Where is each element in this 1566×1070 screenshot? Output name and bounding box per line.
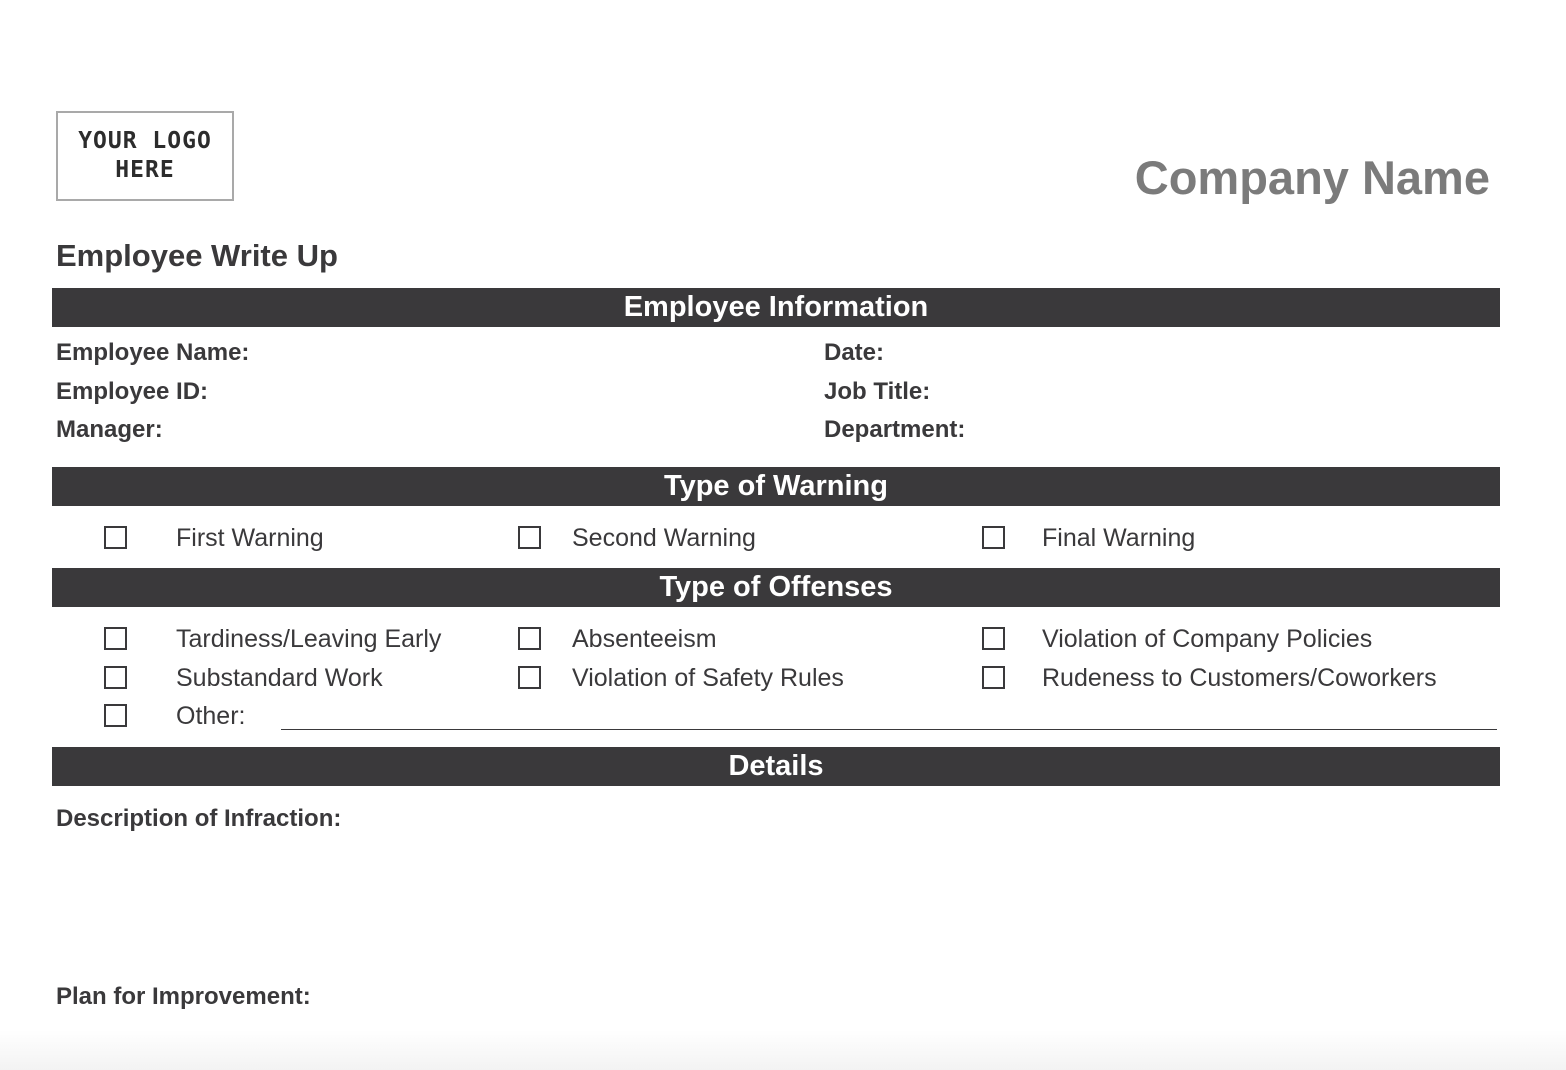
- department-label: Department:: [824, 416, 966, 443]
- violation-policies-checkbox[interactable]: [982, 627, 1005, 650]
- second-warning-checkbox[interactable]: [518, 526, 541, 549]
- section-header-employee-information: Employee Information: [52, 288, 1500, 327]
- final-warning-checkbox[interactable]: [982, 526, 1005, 549]
- substandard-work-checkbox[interactable]: [104, 666, 127, 689]
- description-of-infraction-label: Description of Infraction:: [56, 805, 342, 832]
- second-warning-label: Second Warning: [572, 524, 756, 552]
- safety-rules-label: Violation of Safety Rules: [572, 664, 844, 692]
- tardiness-checkbox[interactable]: [104, 627, 127, 650]
- other-label: Other:: [176, 702, 246, 730]
- other-checkbox[interactable]: [104, 704, 127, 727]
- page-bottom-shadow: [0, 1030, 1566, 1070]
- final-warning-label: Final Warning: [1042, 524, 1196, 552]
- rudeness-checkbox[interactable]: [982, 666, 1005, 689]
- tardiness-label: Tardiness/Leaving Early: [176, 625, 442, 653]
- other-input-line[interactable]: [281, 729, 1497, 730]
- employee-name-label: Employee Name:: [56, 339, 250, 366]
- safety-rules-checkbox[interactable]: [518, 666, 541, 689]
- page-title: Employee Write Up: [56, 238, 338, 273]
- employee-id-label: Employee ID:: [56, 378, 209, 405]
- company-name: Company Name: [1134, 151, 1490, 204]
- rudeness-label: Rudeness to Customers/Coworkers: [1042, 664, 1437, 692]
- section-header-details: Details: [52, 747, 1500, 786]
- plan-for-improvement-label: Plan for Improvement:: [56, 983, 311, 1010]
- absenteeism-label: Absenteeism: [572, 625, 717, 653]
- job-title-label: Job Title:: [824, 378, 931, 405]
- section-header-type-of-warning: Type of Warning: [52, 467, 1500, 506]
- first-warning-checkbox[interactable]: [104, 526, 127, 549]
- violation-policies-label: Violation of Company Policies: [1042, 625, 1373, 653]
- section-header-type-of-offenses: Type of Offenses: [52, 568, 1500, 607]
- substandard-work-label: Substandard Work: [176, 664, 383, 692]
- logo-placeholder: [56, 111, 234, 201]
- absenteeism-checkbox[interactable]: [518, 627, 541, 650]
- first-warning-label: First Warning: [176, 524, 324, 552]
- manager-label: Manager:: [56, 416, 163, 443]
- date-label: Date:: [824, 339, 885, 366]
- logo-text-line2: HERE: [115, 157, 175, 183]
- logo-text-line1: YOUR LOGO: [78, 128, 212, 154]
